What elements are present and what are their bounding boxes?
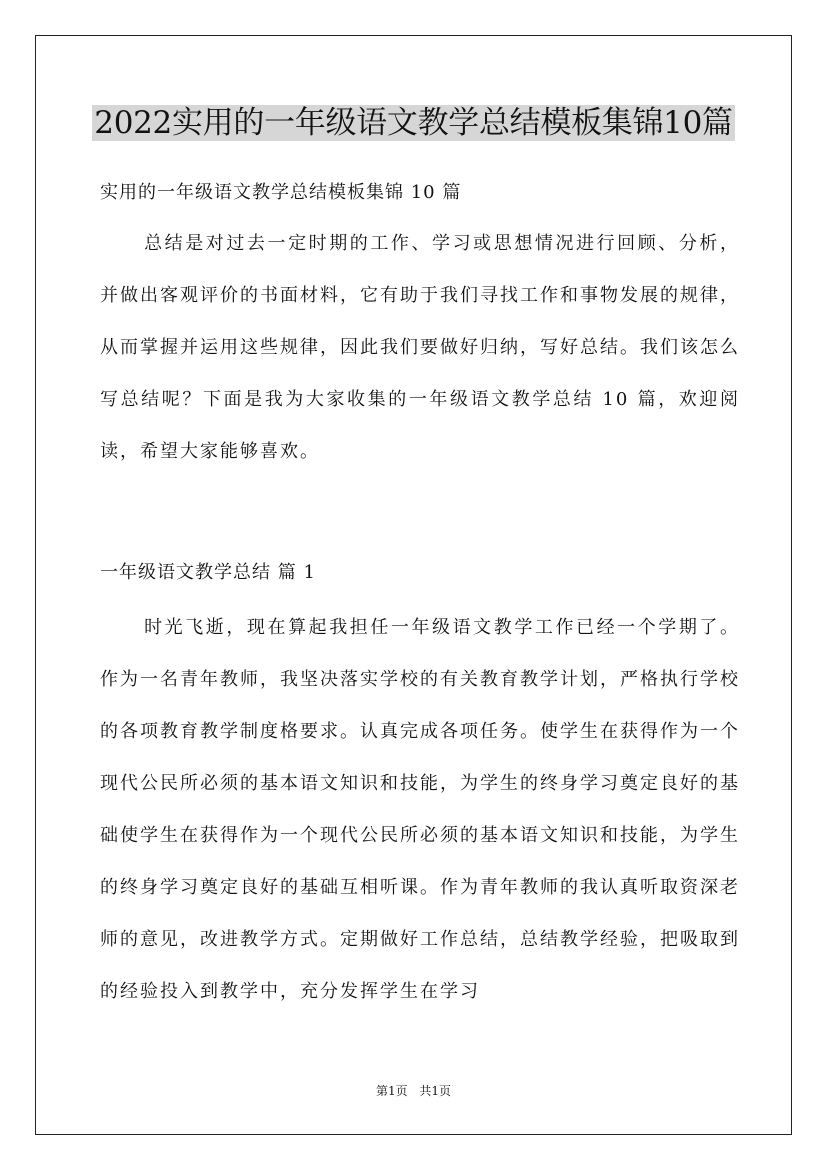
section-body-paragraph: 时光飞逝，现在算起我担任一年级语文教学工作已经一个学期了。作为一名青年教师，我坚决落实学校的有关教育教学计划，严格执行学校的各项教育教学制度格要求。认真完成各项任务。使学生在获得作为一个现代公民所必须的基本语文知识和技能，为学生的终身学习奠定良好的基础使学生在获得作为一个现代公民所必须的基本语文知识和技能，为学生的终身学习奠定良好的基础互相听课。作为青年教师的我认真听取资深老师的意见，改进教学方式。定期做好工作总结，总结教学经验，把吸取到的经验投入到教学中，充分发挥学生在学习 — [100, 617, 740, 1002]
page-footer — [0, 1083, 827, 1099]
section-heading: 一年级语文教学总结 篇 1 — [100, 562, 316, 583]
page-number: 第1页 — [375, 1084, 408, 1098]
intro-paragraph: 总结是对过去一定时期的工作、学习或思想情况进行回顾、分析，并做出客观评价的书面材料，它有助于我们寻找工作和事物发展的规律，从而掌握并运用这些规律，因此我们要做好归纳，写好总结。我们该怎么写总结呢？下面是我为大家收集的一年级语文教学总结 10 篇，欢迎阅读，希望大家能够喜欢。 — [100, 233, 740, 462]
document-title — [0, 100, 827, 146]
document-subtitle: 实用的一年级语文教学总结模板集锦 10 篇 — [100, 182, 462, 203]
document-title-text: 2022实用的一年级语文教学总结模板集锦10篇 — [94, 105, 733, 141]
page-total: 共1页 — [419, 1084, 452, 1098]
